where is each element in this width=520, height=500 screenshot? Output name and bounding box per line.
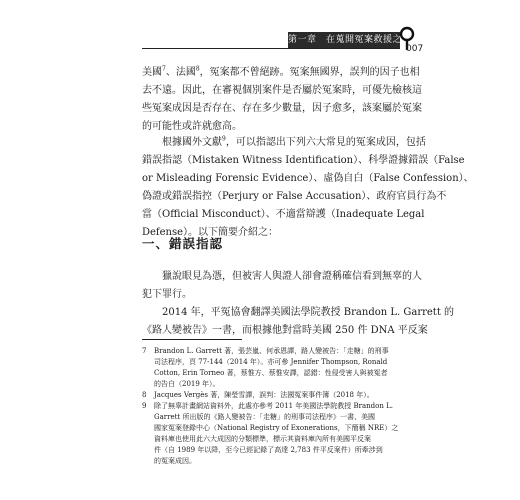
text-line: 《路人變被告》一書，而根據他對當時美國 250 件 DNA 平反案: [142, 325, 428, 336]
text-line: Defense）。以下簡要介紹之：: [142, 227, 279, 238]
text-line: 當（Official Misconduct）、不適當辯護（Inadequate Legal: [142, 209, 425, 220]
footnotes: [142, 346, 404, 467]
text-line: or Misleading Forensic Evidence）、虛偽自白（False Confession）、: [142, 173, 474, 184]
footnote-line: 件（自 1989 年以降，至今已經記錄了高達 2,783 件平反案件）所牽涉到: [154, 446, 383, 454]
footnote-rule: [142, 339, 242, 340]
section-heading: 一、錯誤指認: [142, 236, 224, 251]
footnote-line: 除了無辜計畫網站資料外，此處亦參考 2011 年美國法學院教授 Brandon L.: [154, 402, 393, 410]
paragraph-1: [142, 64, 422, 136]
footnote-line: 國家冤案登錄中心（National Registry of Exonerations，下簡稱 NRE）之: [154, 424, 399, 432]
footnote-number: 7: [142, 347, 147, 355]
footnote-line: 的冤案成因。: [154, 457, 196, 465]
running-header: [142, 32, 412, 54]
text-line: 偽證或錯誤指控（Perjury or False Accusation）、政府官員行為不: [142, 191, 447, 202]
footnote-8: [142, 390, 404, 401]
text-line: 錯誤指認（Mistaken Witness Identification）、科學證據錯誤（False: [142, 155, 465, 166]
text-line: 的可能性或許就愈高。: [142, 121, 242, 132]
footnote-7: [142, 346, 404, 390]
text-line: 美國$^7$、法國$^8$，冤案都不曾絕跡。冤案無國界，誤判的因子也相: [142, 65, 420, 78]
header-rule: [142, 48, 400, 49]
text-line: 2014 年，平冤協會翻譯美國法學院教授 Brandon L. Garrett 的: [162, 307, 455, 318]
footnote-line: 資料庫也使用此六大成因的分類標準，標示其資料庫內所有美國平反案: [154, 435, 371, 443]
text-line: 去不遠。因此，在審視個別案件是否屬於冤案時，可優先檢核這: [142, 85, 422, 96]
text-line: 獵說眼見為憑，但被害人與證人卻會證稱確信看到無辜的人: [162, 271, 422, 282]
footnote-number: 8: [142, 391, 147, 399]
paragraph-2: [142, 134, 474, 242]
footnote-line: Jacques Vergès 著，陳瑩雪譯，誤判：法國冤案事件簿（2018 年）。: [154, 391, 374, 399]
text-line: 犯下罪行。: [142, 289, 192, 300]
paragraph-4: [142, 304, 455, 340]
footnote-line: Cotton, Erin Torneo 著，蔡惟方、蔡惟安譯，認錯：性侵受害人與被冤者: [154, 369, 388, 377]
footnote-line: 的告白（2019 年）。: [154, 380, 220, 388]
page-number: 007: [406, 44, 424, 54]
chapter-label: 第一章 在蒐開冤案救援之前: [288, 32, 400, 48]
paragraph-3: [142, 268, 422, 304]
footnote-line: Brandon L. Garrett 著，張芸嵐、何承恩譯，路人變被告：「走糖」的刑事: [154, 347, 389, 355]
footnote-line: Garrett 所出版的《路人變被告：「走糖」的刑事司法程序》一書、美國: [154, 413, 375, 421]
footnote-number: 9: [142, 402, 147, 410]
text-line: 些冤案成因是否存在、存在多少數量，因子愈多，該案屬於冤案: [142, 103, 422, 114]
footnote-line: 司法程序，頁 77-144（2014 年）。亦可參 Jennifer Thompson, Ronald: [154, 358, 388, 366]
text-line: 根據國外文獻$^9$，可以指認出下列六大常見的冤案成因，包括: [162, 135, 426, 148]
footnote-9: [142, 401, 404, 467]
